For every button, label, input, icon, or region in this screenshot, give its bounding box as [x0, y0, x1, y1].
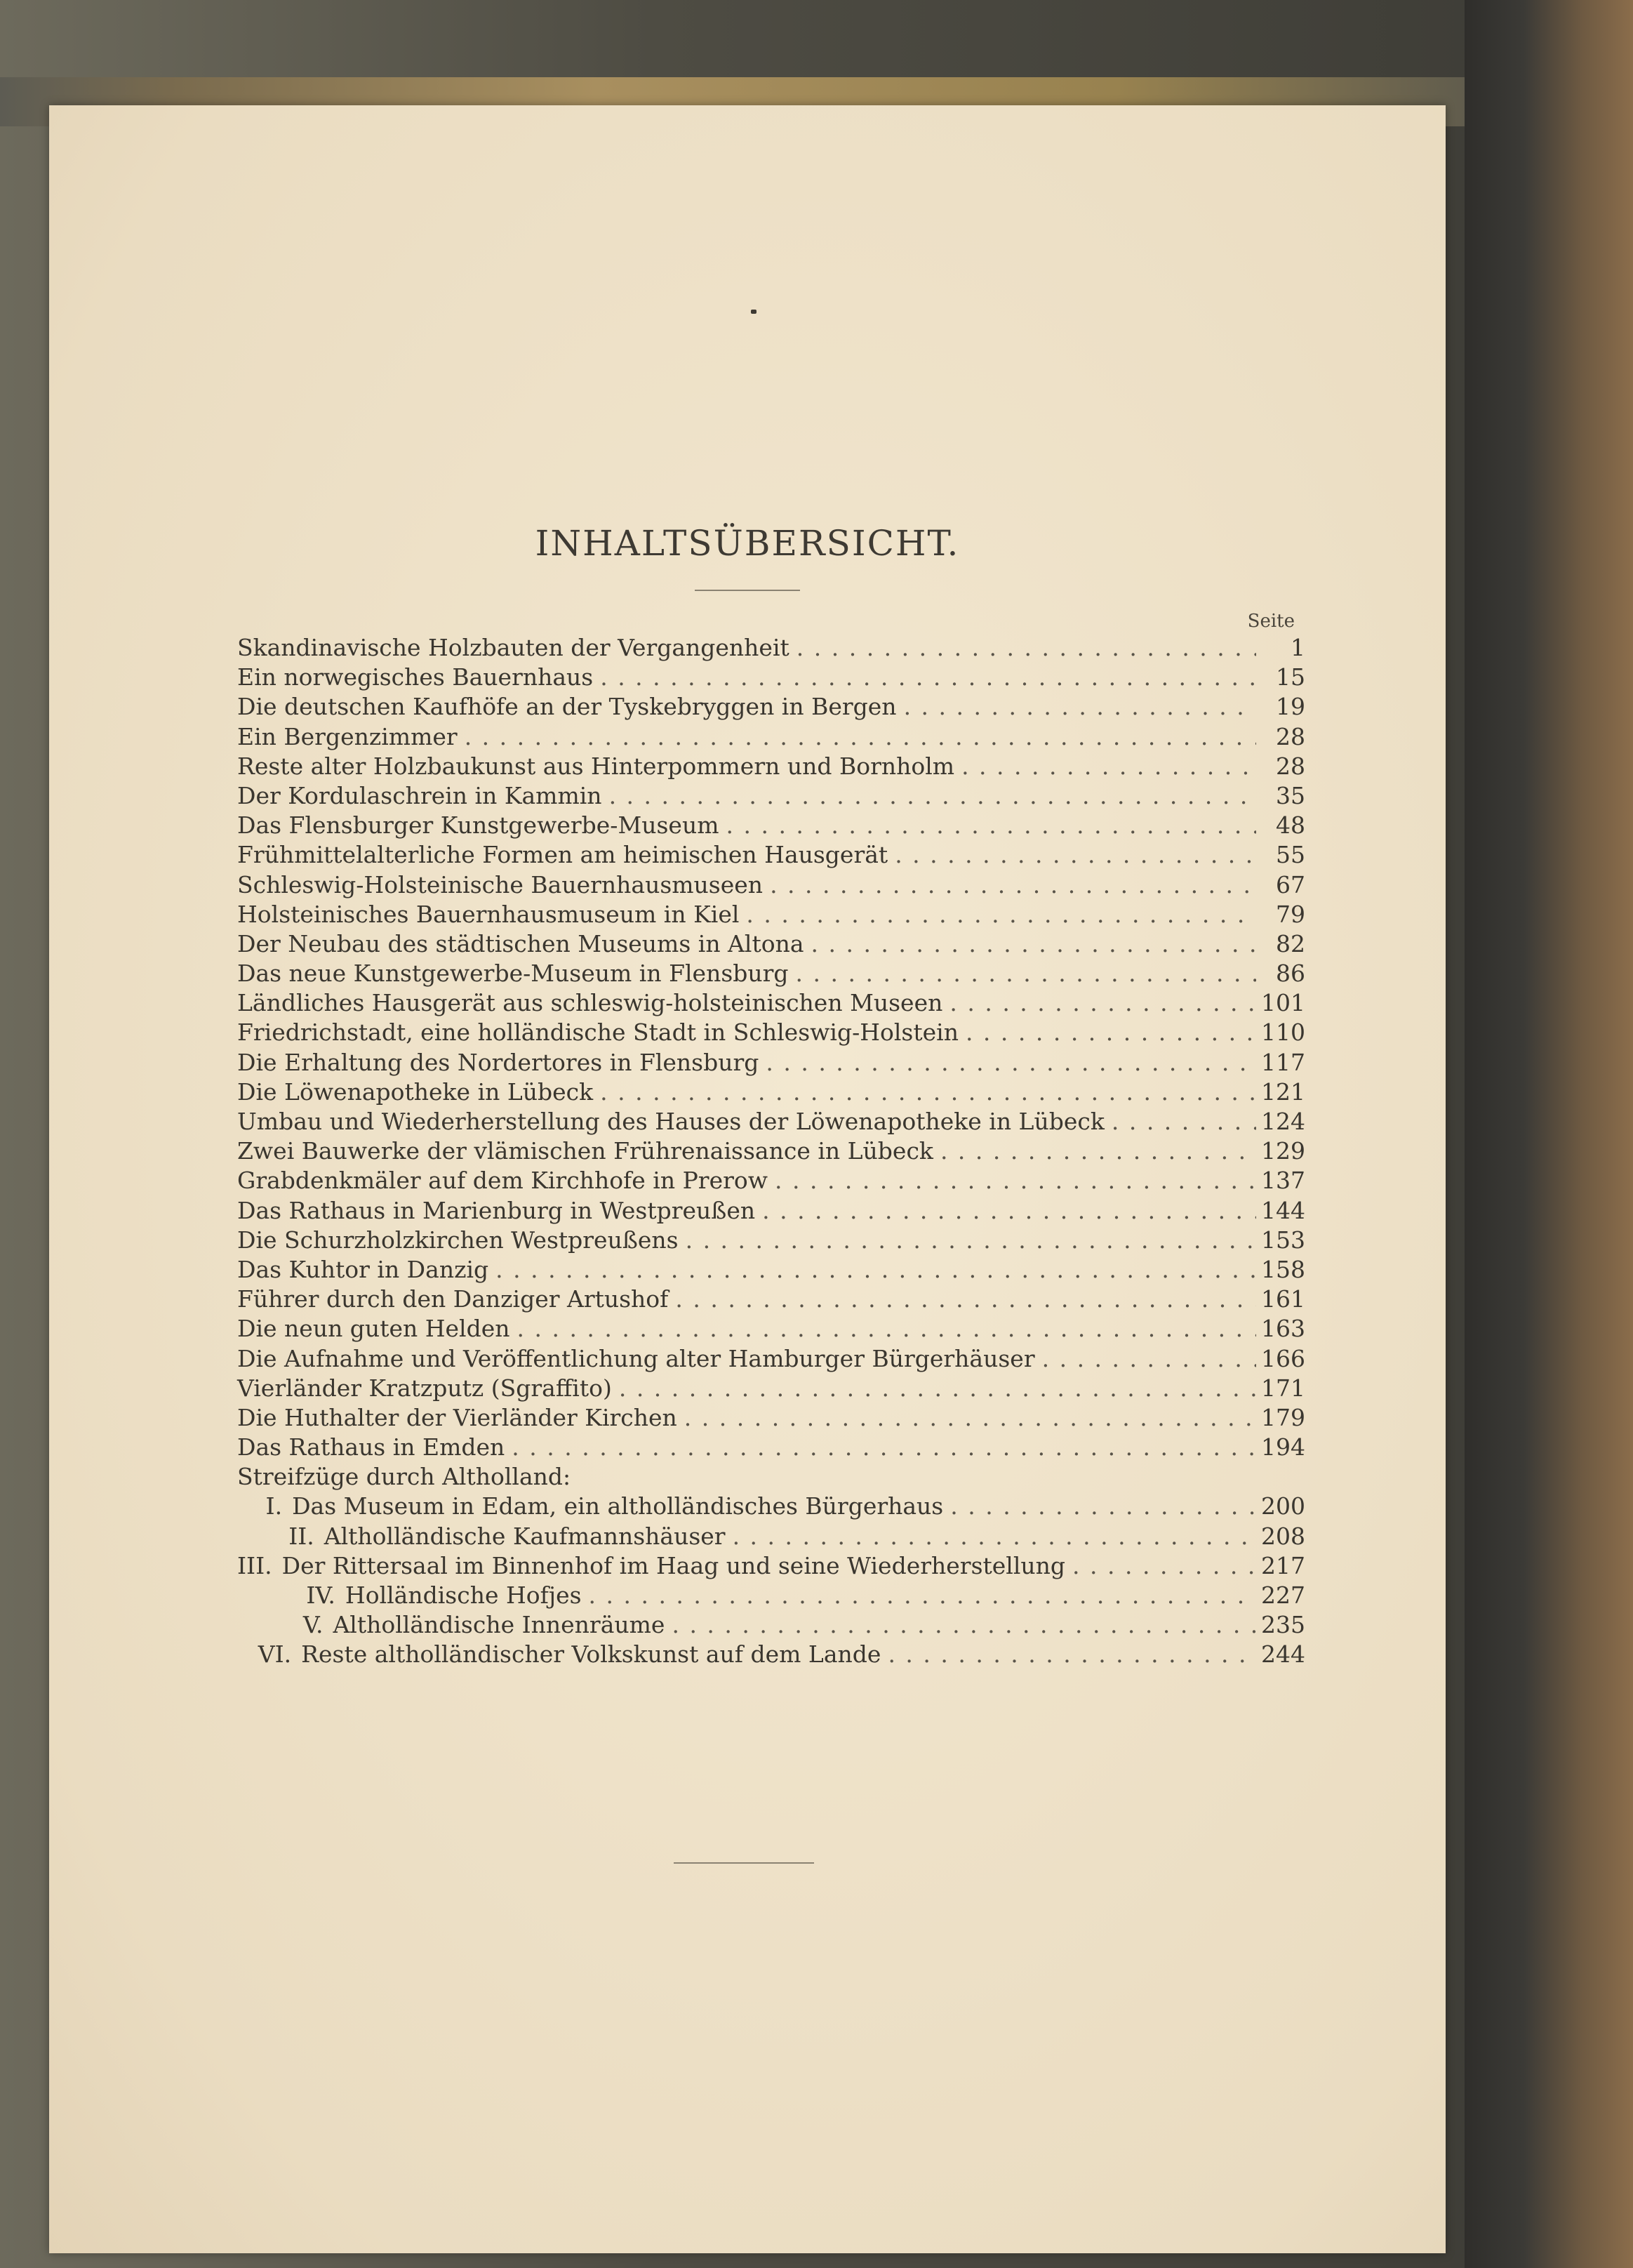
toc-entry: Skandinavische Holzbauten der Vergangenheit . . . 1: [237, 633, 1305, 663]
toc-entry: Grabdenkmäler auf dem Kirchhofe in Prerow . . . 137: [237, 1166, 1305, 1195]
toc-page-number: 166: [1261, 1344, 1305, 1372]
toc-page-number: 101: [1261, 989, 1305, 1017]
page-title: INHALTSÜBERSICHT.: [535, 523, 960, 564]
toc-page-number: 28: [1276, 752, 1305, 780]
toc-page-number: 235: [1261, 1611, 1305, 1639]
toc-sub-entry: V. Altholländische Innenräume . . . 235: [237, 1610, 1305, 1640]
toc-entry: Das Flensburger Kunstgewerbe-Museum . . . 48: [237, 811, 1305, 840]
toc-entry: Ein norwegisches Bauernhaus . . . 15: [237, 663, 1305, 692]
toc-entry: Die deutschen Kaufhöfe an der Tyskebryggen in Bergen . . . 19: [237, 692, 1305, 722]
roman-numeral: I.: [265, 1492, 283, 1520]
toc-page-number: 161: [1261, 1285, 1305, 1313]
toc-page-number: 124: [1261, 1108, 1305, 1135]
roman-numeral: III.: [237, 1551, 272, 1579]
toc-page-number: 79: [1276, 900, 1305, 928]
toc-entry: Umbau und Wiederherstellung des Hauses der Löwenapotheke in Lübeck . . . 124: [237, 1107, 1305, 1136]
toc-page-number: 121: [1261, 1077, 1305, 1106]
toc-entry: Führer durch den Danziger Artushof . . . 161: [237, 1285, 1305, 1314]
toc-page-number: 158: [1261, 1255, 1305, 1283]
toc-page-number: 48: [1276, 811, 1305, 840]
toc-section-heading: Streifzüge durch Altholland:: [237, 1463, 571, 1491]
toc-page-number: 19: [1276, 693, 1305, 721]
table-of-contents: [237, 633, 1305, 1670]
bottom-divider: [674, 1862, 814, 1864]
toc-page-number: 86: [1276, 960, 1305, 988]
toc-page-number: 55: [1276, 841, 1305, 869]
toc-entry: Die Erhaltung des Nordertores in Flensburg . . . 117: [237, 1048, 1305, 1077]
toc-entry: Ein Bergenzimmer . . . 28: [237, 722, 1305, 752]
toc-page-number: 227: [1261, 1581, 1305, 1609]
toc-entry: Das Kuhtor in Danzig . . . 158: [237, 1255, 1305, 1285]
toc-page-number: 153: [1261, 1226, 1305, 1254]
toc-page-number: 67: [1276, 870, 1305, 898]
roman-numeral: II.: [288, 1522, 314, 1550]
toc-entry: Zwei Bauwerke der vlämischen Frührenaissance in Lübeck . . . 129: [237, 1136, 1305, 1166]
toc-entry: Die Schurzholzkirchen Westpreußens . . . 153: [237, 1226, 1305, 1255]
toc-page-number: 28: [1276, 722, 1305, 750]
toc-page-number: 137: [1261, 1167, 1305, 1195]
toc-page-number: 144: [1261, 1196, 1305, 1224]
toc-page-number: 171: [1261, 1374, 1305, 1402]
toc-entry: Der Neubau des städtischen Museums in Altona . . . 82: [237, 929, 1305, 959]
toc-page-number: 117: [1261, 1048, 1305, 1076]
toc-sub-entry: VI. Reste altholländischer Volkskunst auf dem Lande . . . 244: [237, 1640, 1305, 1669]
toc-page-number: 15: [1276, 663, 1305, 691]
toc-page-number: 82: [1276, 929, 1305, 957]
toc-page-number: 200: [1261, 1492, 1305, 1520]
toc-entry: Ländliches Hausgerät aus schleswig-holsteinischen Museen . . . 101: [237, 988, 1305, 1018]
toc-entry: Schleswig-Holsteinische Bauernhausmuseen . . . 67: [237, 870, 1305, 900]
toc-page-number: 35: [1276, 781, 1305, 809]
toc-entry: Vierländer Kratzputz (Sgraffito) . . . 171: [237, 1374, 1305, 1403]
title-divider: [695, 590, 800, 591]
roman-numeral: VI.: [258, 1640, 292, 1669]
toc-sub-entry: I. Das Museum in Edam, ein altholländisches Bürgerhaus . . . 200: [237, 1492, 1305, 1521]
toc-page-number: 194: [1261, 1433, 1305, 1461]
toc-entry: Holsteinisches Bauernhausmuseum in Kiel . . . 79: [237, 900, 1305, 929]
toc-entry: Die Aufnahme und Veröffentlichung alter Hamburger Bürgerhäuser . . . 166: [237, 1344, 1305, 1374]
toc-page-number: 217: [1261, 1551, 1305, 1579]
toc-entry: Friedrichstadt, eine holländische Stadt in Schleswig-Holstein . . . 110: [237, 1018, 1305, 1047]
toc-entry: Reste alter Holzbaukunst aus Hinterpommern und Bornholm . . . 28: [237, 752, 1305, 781]
toc-entry: Frühmittelalterliche Formen am heimischen Hausgerät . . . 55: [237, 840, 1305, 870]
roman-numeral: V.: [302, 1611, 324, 1639]
ink-speck: [751, 310, 756, 314]
toc-entry: Das neue Kunstgewerbe-Museum in Flensburg . . . 86: [237, 959, 1305, 988]
book-spine-right: [1465, 0, 1633, 2268]
toc-page-number: 110: [1261, 1019, 1305, 1047]
toc-sub-entry: II. Altholländische Kaufmannshäuser . . . 208: [237, 1522, 1305, 1551]
toc-page-number: 244: [1261, 1640, 1305, 1669]
book-page: [49, 105, 1446, 2253]
toc-page-number: 163: [1261, 1315, 1305, 1343]
toc-sub-entry: IV. Holländische Hofjes . . . 227: [237, 1581, 1305, 1610]
toc-entry: Die Huthalter der Vierländer Kirchen . . . 179: [237, 1403, 1305, 1433]
toc-sub-entry: III. Der Rittersaal im Binnenhof im Haag und seine Wiederherstellung . . . 217: [237, 1551, 1305, 1581]
toc-entry: Das Rathaus in Emden . . . 194: [237, 1433, 1305, 1462]
roman-numeral: IV.: [306, 1581, 335, 1609]
toc-entry: Der Kordulaschrein in Kammin . . . 35: [237, 781, 1305, 811]
toc-page-number: 208: [1261, 1522, 1305, 1550]
toc-entry: Die Löwenapotheke in Lübeck . . . 121: [237, 1077, 1305, 1107]
page-column-header: Seite: [1247, 611, 1295, 632]
toc-entry: Die neun guten Helden . . . 163: [237, 1314, 1305, 1344]
toc-entry: Das Rathaus in Marienburg in Westpreußen . . . 144: [237, 1196, 1305, 1226]
toc-page-number: 129: [1261, 1137, 1305, 1165]
toc-page-number: 179: [1261, 1403, 1305, 1431]
toc-page-number: 1: [1291, 634, 1305, 661]
